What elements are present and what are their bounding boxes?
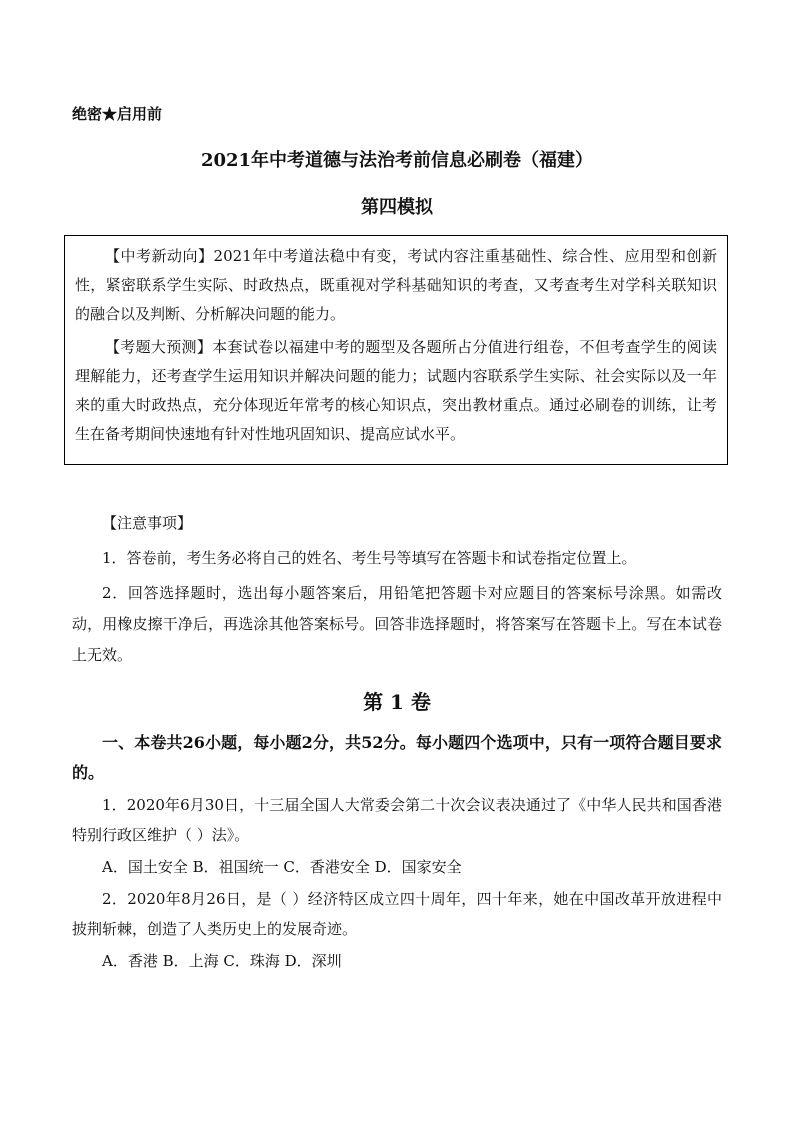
page-title: 2021年中考道德与法治考前信息必刷卷（福建） xyxy=(200,150,594,171)
question-stem: 2．2020年8月26日，是（ ）经济特区成立四十周年，四十年来，她在中国改革开放进程中披荆斩棘，创造了人类历史上的发展奇迹。 xyxy=(72,890,722,938)
page-subtitle: 第四模拟 xyxy=(361,197,433,218)
trend-paragraph: 【中考新动向】2021年中考道法稳中有变，考试内容注重基础性、综合性、应用型和创新性，紧密联系学生实际、时政热点，既重视对学科基础知识的考查，又考查考生对学科关联知识的融合以及判断、分析解决问题的能力。 xyxy=(75,247,717,323)
note-item: 1．答卷前，考生务必将自己的姓名、考生号等填写在答题卡和试卷指定位置上。 xyxy=(102,549,637,567)
notes-section xyxy=(72,508,722,675)
question-options: A．国土安全 B．祖国统一 C．香港安全 D．国家安全 xyxy=(102,858,462,876)
section-instruction: 一、本卷共26小题，每小题2分，共52分。每小题四个选项中，只有一项符合题目要求的。 xyxy=(72,733,722,782)
question-stem: 1．2020年6月30日，十三届全国人大常委会第二十次会议表决通过了《中华人民共和国香港特别行政区维护（ ）法》。 xyxy=(72,796,722,844)
prediction-paragraph: 【考题大预测】本套试卷以福建中考的题型及各题所占分值进行组卷，不但考查学生的阅读理解能力，还考查学生运用知识并解决问题的能力；试题内容联系学生实际、社会实际以及一年来的重大时政热点，充分体现近年常考的核心知识点，突出教材重点。通过必刷卷的训练，让考生在备考期间快速地有针对性地巩固知识、提高应试水平。 xyxy=(75,338,717,443)
question-options: A．香港 B．上海 C．珠海 D．深圳 xyxy=(102,952,342,970)
questions-section xyxy=(72,728,722,978)
notes-heading: 【注意事项】 xyxy=(102,514,193,532)
info-box xyxy=(64,235,728,465)
note-item: 2．回答选择题时，选出每小题答案后，用铅笔把答题卡对应题目的答案标号涂黑。如需改动，用橡皮擦干净后，再选涂其他答案标号。回答非选择题时，将答案写在答题卡上。写在本试卷上无效。 xyxy=(72,584,722,664)
confidential-label: 绝密★启用前 xyxy=(72,105,163,123)
volume-title: 第 1 卷 xyxy=(363,690,431,714)
